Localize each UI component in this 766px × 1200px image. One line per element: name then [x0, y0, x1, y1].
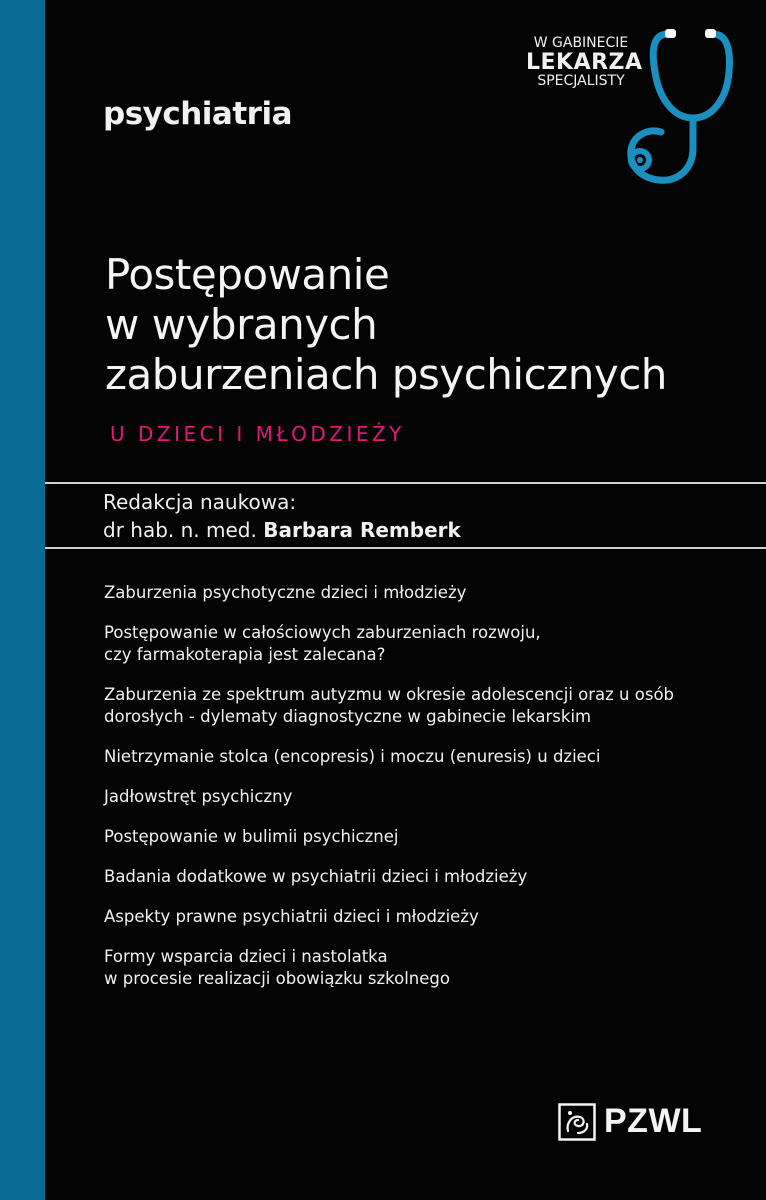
badge-line-1: W GABINECIE — [533, 35, 629, 51]
contents-item: Formy wsparcia dzieci i nastolatka w procesie realizacji obowiązku szkolnego — [104, 947, 450, 988]
contents-item: Nietrzymanie stolca (encopresis) i moczu (enuresis) u dzieci — [104, 747, 601, 766]
contents-item: Aspekty prawne psychiatrii dzieci i młodzieży — [104, 907, 479, 926]
contents-item: Postępowanie w całościowych zaburzeniach rozwoju, czy farmakoterapia jest zalecana? — [104, 623, 541, 664]
contents-item: Zaburzenia ze spektrum autyzmu w okresie adolescencji oraz u osób dorosłych - dylematy diagnostyczne w gabinecie lekarskim — [104, 685, 675, 726]
cover-spine-band — [0, 0, 45, 1200]
title-line-2: w wybranych — [105, 300, 378, 349]
editor-name: Barbara Remberk — [263, 518, 461, 542]
pzwl-logo-icon — [558, 1103, 596, 1141]
title-line-3: zaburzeniach psychicznych — [105, 350, 667, 399]
badge-line-3: SPECJALISTY — [537, 72, 625, 89]
editor-credit — [103, 518, 461, 542]
divider-bottom — [45, 547, 766, 549]
contents-item: Zaburzenia psychotyczne dzieci i młodzieży — [104, 583, 467, 602]
publisher-mark — [558, 1102, 702, 1141]
publisher-name: PZWL — [604, 1102, 703, 1140]
book-title — [105, 250, 667, 400]
contents-item: Badania dodatkowe w psychiatrii dzieci i młodzieży — [104, 867, 528, 886]
editor-degree: dr hab. n. med. — [103, 518, 257, 542]
series-label: psychiatria — [103, 96, 292, 132]
divider-top — [45, 482, 766, 484]
editor-label: Redakcja naukowa: — [103, 490, 297, 514]
book-subtitle: U DZIECI I MŁODZIEŻY — [110, 422, 405, 446]
contents-item: Jadłowstręt psychiczny — [104, 787, 293, 806]
badge-line-2: LEKARZA — [526, 49, 643, 75]
stethoscope-icon — [585, 20, 735, 195]
contents-item: Postępowanie w bulimii psychicznej — [104, 827, 399, 846]
title-line-1: Postępowanie — [105, 250, 390, 299]
contents-list — [104, 582, 724, 1008]
